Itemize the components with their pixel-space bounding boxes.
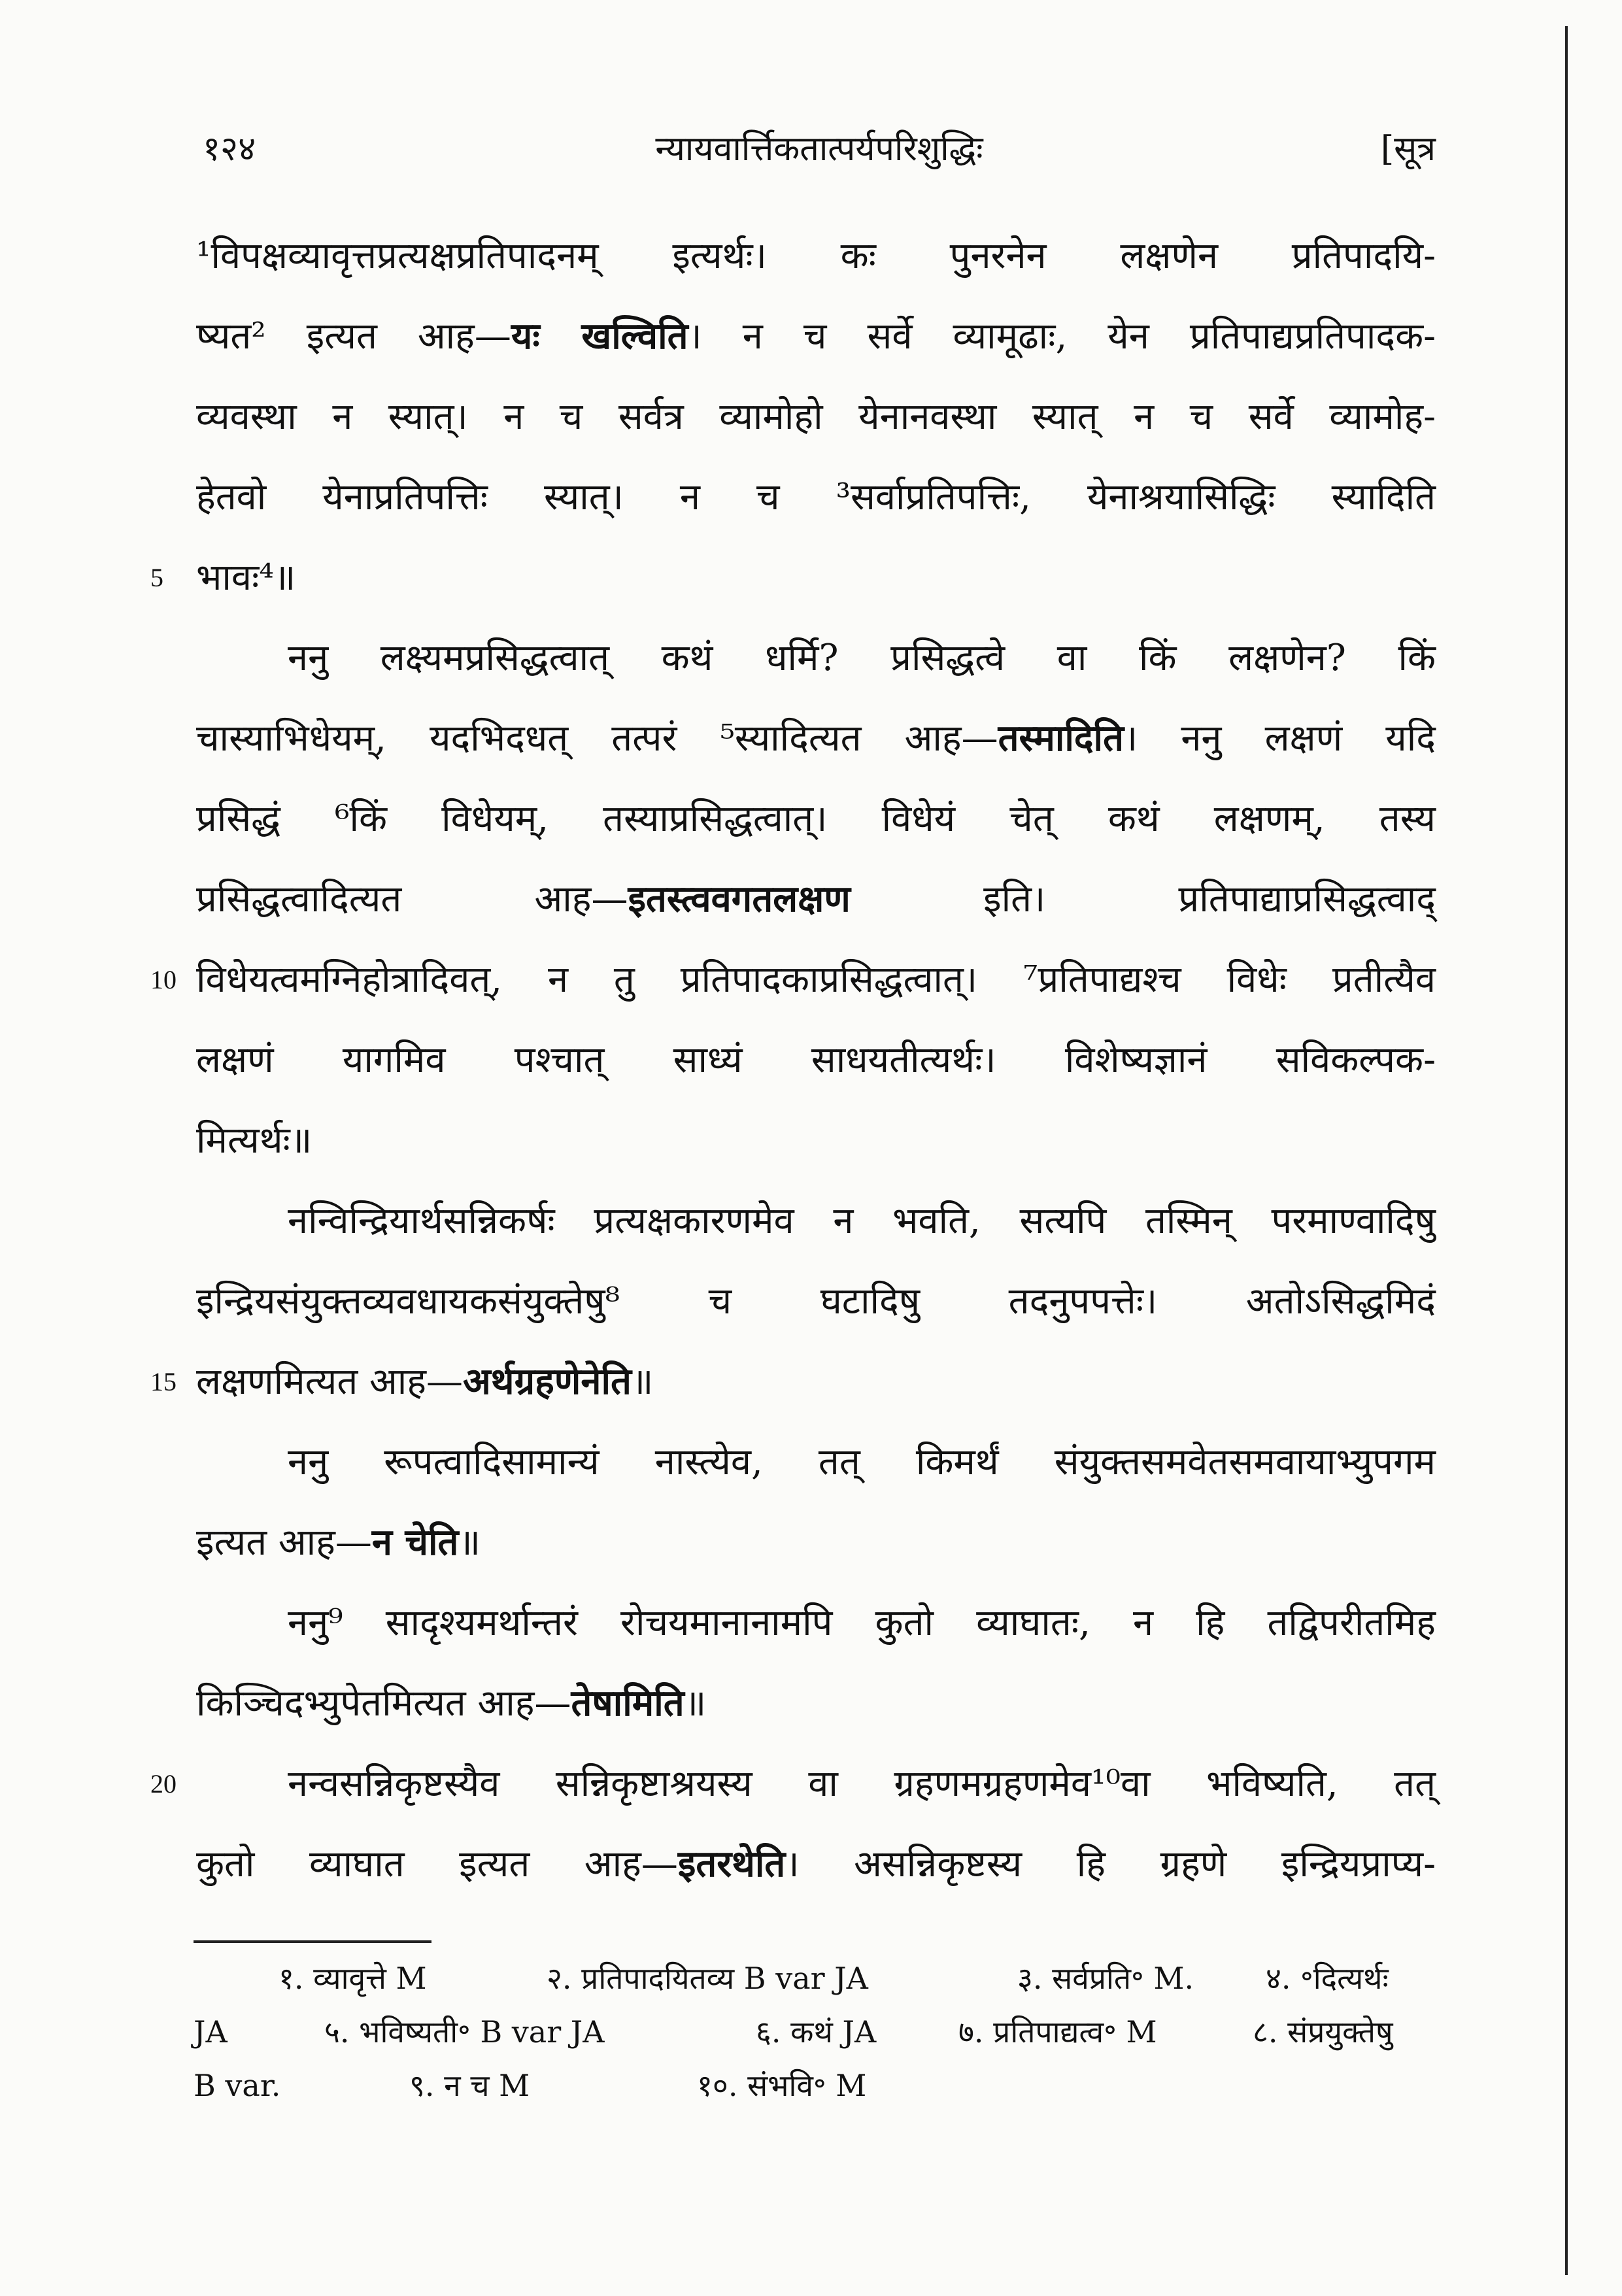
- lemma-bold: तस्मादिति: [998, 717, 1124, 760]
- running-header: [203, 124, 1436, 177]
- lemma-bold: न चेति: [371, 1521, 459, 1564]
- text-run: ष्यत² इत्यत आह—: [196, 315, 511, 358]
- text-line: [196, 377, 1436, 457]
- running-title: न्यायवार्त्तिकतात्पर्यपरिशुद्धिः: [655, 129, 983, 169]
- text-line: [196, 457, 1436, 537]
- footnote-item: ६. कथं JA: [756, 2014, 877, 2050]
- text-line: [150, 939, 1436, 1020]
- footnote-item: १. व्यावृत्ते M: [279, 1961, 427, 1996]
- lemma-bold: यः खल्विति: [511, 314, 688, 358]
- text-run: प्रसिद्धं ⁶किं विधेयम्, तस्याप्रसिद्धत्वात्। विधेयं चेत् कथं लक्षणम्, तस्य: [196, 798, 1436, 840]
- footnote-item: १०. संभवि॰ M: [697, 2068, 867, 2103]
- text-run: ननु⁹ सादृश्यमर्थान्तरं रोचयमानानामपि कुतो व्याघातः, न हि तद्विपरीतमिह: [288, 1602, 1436, 1644]
- footnote-item: ३. सर्वप्रति॰ M.: [1017, 1961, 1194, 1996]
- text-line: [196, 618, 1436, 698]
- text-run: हेतवो येनाप्रतिपत्तिः स्यात्। न च ³सर्वाप्रतिपत्तिः, येनाश्रयासिद्धिः स्यादिति: [196, 476, 1436, 518]
- footnote-item: २. प्रतिपादयितव्य B var JA: [547, 1961, 868, 1996]
- footnote-item: ८. संप्रयुक्तेषु: [1253, 2014, 1393, 2050]
- footnote-item: JA: [194, 2014, 228, 2050]
- line-number: 5: [150, 563, 163, 592]
- text-line: [196, 1020, 1436, 1100]
- text-run: ननु लक्ष्यमप्रसिद्धत्वात् कथं धर्मि? प्रसिद्धत्वे वा किं लक्षणेन? किं: [288, 637, 1436, 679]
- page-edge-line: [1565, 26, 1568, 2275]
- text-line: [196, 1100, 1436, 1181]
- footnote-item: B var.: [194, 2068, 281, 2103]
- text-line: [196, 698, 1436, 779]
- line-number: 20: [150, 1769, 177, 1798]
- text-run: । ननु लक्षणं यदि: [1124, 717, 1436, 760]
- text-line: [150, 537, 1436, 618]
- text-line: [196, 1181, 1436, 1261]
- main-text: [150, 216, 1436, 1904]
- text-run: कुतो व्याघात इत्यत आह—: [196, 1843, 678, 1885]
- footnote-item: ४. ॰दित्यर्थः: [1266, 1961, 1389, 1996]
- text-line: [196, 1422, 1436, 1502]
- text-line: [196, 216, 1436, 296]
- text-run: । असन्निकृष्टस्य हि ग्रहणे इन्द्रियप्राप्य-: [785, 1843, 1436, 1885]
- footnote-rule: [194, 1940, 431, 1943]
- lemma-bold: अर्थग्रहणेनेति: [463, 1360, 632, 1403]
- text-line: [150, 1744, 1436, 1824]
- text-line: [196, 1583, 1436, 1663]
- text-run: भावः⁴॥: [196, 556, 296, 599]
- text-run: चास्याभिधेयम्, यदभिदधत् तत्परं ⁵स्यादित्यत आह—: [196, 717, 998, 760]
- footnote-line: [194, 2059, 1436, 2112]
- text-run: । न च सर्वे व्यामूढाः, येन प्रतिपाद्यप्रतिपादक-: [688, 315, 1436, 358]
- text-run: ¹विपक्षव्यावृत्तप्रत्यक्षप्रतिपादनम् इत्यर्थः। कः पुनरनेन लक्षणेन प्रतिपादयि-: [196, 235, 1436, 277]
- footnote-item: ५. भविष्यती॰ B var JA: [324, 2014, 605, 2050]
- lemma-bold: इतस्त्ववगतलक्षण: [628, 877, 851, 920]
- text-line: [196, 296, 1436, 377]
- text-run: मित्यर्थः॥: [196, 1119, 313, 1162]
- text-line: [196, 1824, 1436, 1904]
- text-run: ॥: [458, 1521, 481, 1564]
- page-number: १२४: [203, 129, 256, 169]
- footnote-item: ७. प्रतिपाद्यत्व॰ M: [958, 2014, 1157, 2050]
- text-run: ॥: [631, 1360, 654, 1403]
- text-line: [196, 859, 1436, 939]
- text-run: इति। प्रतिपाद्याप्रसिद्धत्वाद्: [850, 878, 1436, 920]
- text-run: किञ्चिदभ्युपेतमित्यत आह—: [196, 1682, 571, 1725]
- text-line: [196, 1502, 1436, 1583]
- text-run: नन्वसन्निकृष्टस्यैव सन्निकृष्टाश्रयस्य वा ग्रहणमग्रहणमेव¹⁰वा भविष्यति, तत्: [288, 1763, 1436, 1805]
- lemma-bold: तेषामिति: [571, 1681, 684, 1725]
- text-line: [196, 779, 1436, 859]
- text-run: ॥: [684, 1682, 707, 1725]
- text-run: ननु रूपत्वादिसामान्यं नास्त्येव, तत् किमर्थं संयुक्तसमवेतसमवायाभ्युपगम: [288, 1441, 1436, 1483]
- text-run: इत्यत आह—: [196, 1521, 372, 1564]
- section-label: [सूत्र: [1380, 129, 1436, 169]
- text-run: विधेयत्वमग्निहोत्रादिवत्, न तु प्रतिपादकाप्रसिद्धत्वात्। ⁷प्रतिपाद्यश्च विधेः प्रतीत्यैव: [196, 958, 1436, 1001]
- footnote-line: [194, 2005, 1436, 2059]
- text-line: [196, 1663, 1436, 1744]
- text-line: [196, 1261, 1436, 1342]
- line-number: 15: [150, 1367, 177, 1396]
- lemma-bold: इतरथेति: [677, 1842, 786, 1885]
- text-run: लक्षणं यागमिव पश्चात् साध्यं साधयतीत्यर्थः। विशेष्यज्ञानं सविकल्पक-: [196, 1039, 1436, 1081]
- footnotes: [194, 1951, 1436, 2112]
- text-run: व्यवस्था न स्यात्। न च सर्वत्र व्यामोहो येनानवस्था स्यात् न च सर्वे व्यामोह-: [196, 396, 1436, 438]
- text-run: नन्विन्द्रियार्थसन्निकर्षः प्रत्यक्षकारणमेव न भवति, सत्यपि तस्मिन् परमाण्वादिषु: [288, 1200, 1436, 1242]
- text-run: प्रसिद्धत्वादित्यत आह—: [196, 878, 628, 920]
- text-line: [150, 1342, 1436, 1422]
- footnote-item: ९. न च M: [409, 2068, 530, 2103]
- text-run: लक्षणमित्यत आह—: [196, 1360, 464, 1403]
- line-number: 10: [150, 965, 177, 994]
- footnote-line: [194, 1951, 1436, 2005]
- text-run: इन्द्रियसंयुक्तव्यवधायकसंयुक्तेषु⁸ च घटादिषु तदनुपपत्तेः। अतोऽसिद्धमिदं: [196, 1280, 1436, 1323]
